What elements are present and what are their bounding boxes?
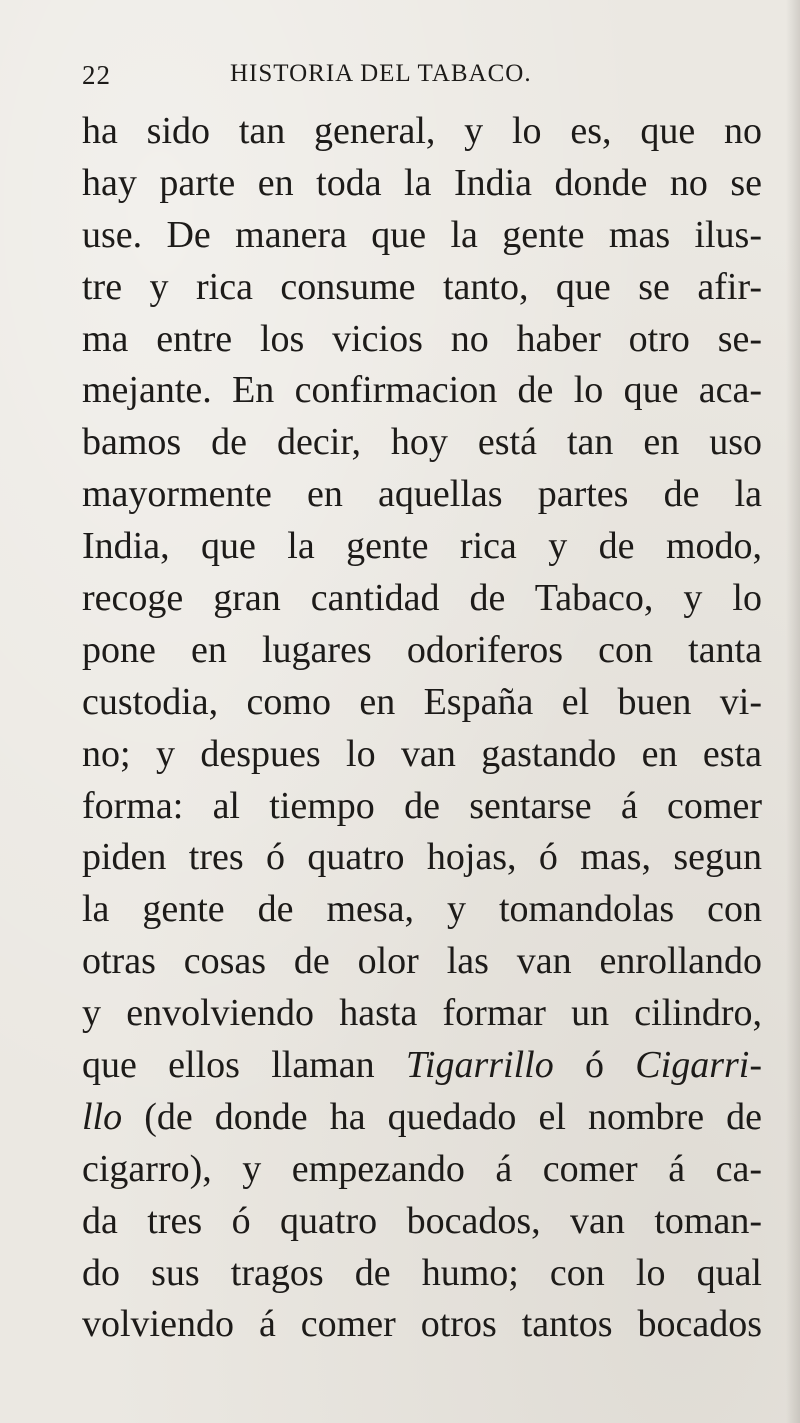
running-head bbox=[82, 60, 602, 96]
body-text bbox=[82, 106, 762, 1351]
text-line: volviendo á comer otros tantos bocados bbox=[82, 1303, 762, 1346]
text-line: mayormente en aquellas partes de la bbox=[82, 473, 762, 516]
text-run: (de donde ha quedado el nombre de bbox=[122, 1095, 762, 1138]
text-line: use. De manera que la gente mas ilus- bbox=[82, 213, 762, 256]
text-line: mejante. En confirmacion de lo que aca- bbox=[82, 369, 762, 412]
text-line: tre y rica consume tanto, que se afir- bbox=[82, 265, 762, 308]
page-edge-shadow bbox=[786, 0, 800, 1423]
text-line bbox=[82, 1092, 762, 1144]
text-line bbox=[82, 1040, 762, 1092]
text-run: que ellos llaman bbox=[82, 1044, 406, 1087]
text-line: forma: al tiempo de sentarse á comer bbox=[82, 784, 762, 827]
text-line: custodia, como en España el buen vi- bbox=[82, 680, 762, 723]
text-line: cigarro), y empezando á comer á ca- bbox=[82, 1147, 762, 1190]
italic-term-cigarrillo: Cigarri- bbox=[635, 1044, 762, 1087]
text-line: la gente de mesa, y tomandolas con bbox=[82, 888, 762, 931]
text-line: no; y despues lo van gastando en esta bbox=[82, 732, 762, 775]
text-line: India, que la gente rica y de modo, bbox=[82, 525, 762, 568]
italic-term-tigarrillo: Tigarrillo bbox=[405, 1044, 554, 1087]
text-line: da tres ó quatro bocados, van toman- bbox=[82, 1199, 762, 1242]
text-line: ma entre los vicios no haber otro se- bbox=[82, 317, 762, 360]
text-line: hay parte en toda la India donde no se bbox=[82, 161, 762, 204]
italic-term-llo: llo bbox=[82, 1095, 123, 1138]
text-line: piden tres ó quatro hojas, ó mas, segun bbox=[82, 836, 762, 879]
text-line: pone en lugares odoriferos con tanta bbox=[82, 628, 762, 671]
text-run: ó bbox=[553, 1044, 636, 1087]
text-line: otras cosas de olor las van enrollando bbox=[82, 940, 762, 983]
page-number: 22 bbox=[82, 60, 111, 90]
text-line: bamos de decir, hoy está tan en uso bbox=[82, 421, 762, 464]
text-line: y envolviendo hasta formar un cilindro, bbox=[82, 992, 762, 1035]
running-title: HISTORIA DEL TABACO. bbox=[230, 60, 532, 87]
text-line: do sus tragos de humo; con lo qual bbox=[82, 1251, 762, 1294]
text-line: recoge gran cantidad de Tabaco, y lo bbox=[82, 577, 762, 620]
text-line: ha sido tan general, y lo es, que no bbox=[82, 110, 762, 152]
